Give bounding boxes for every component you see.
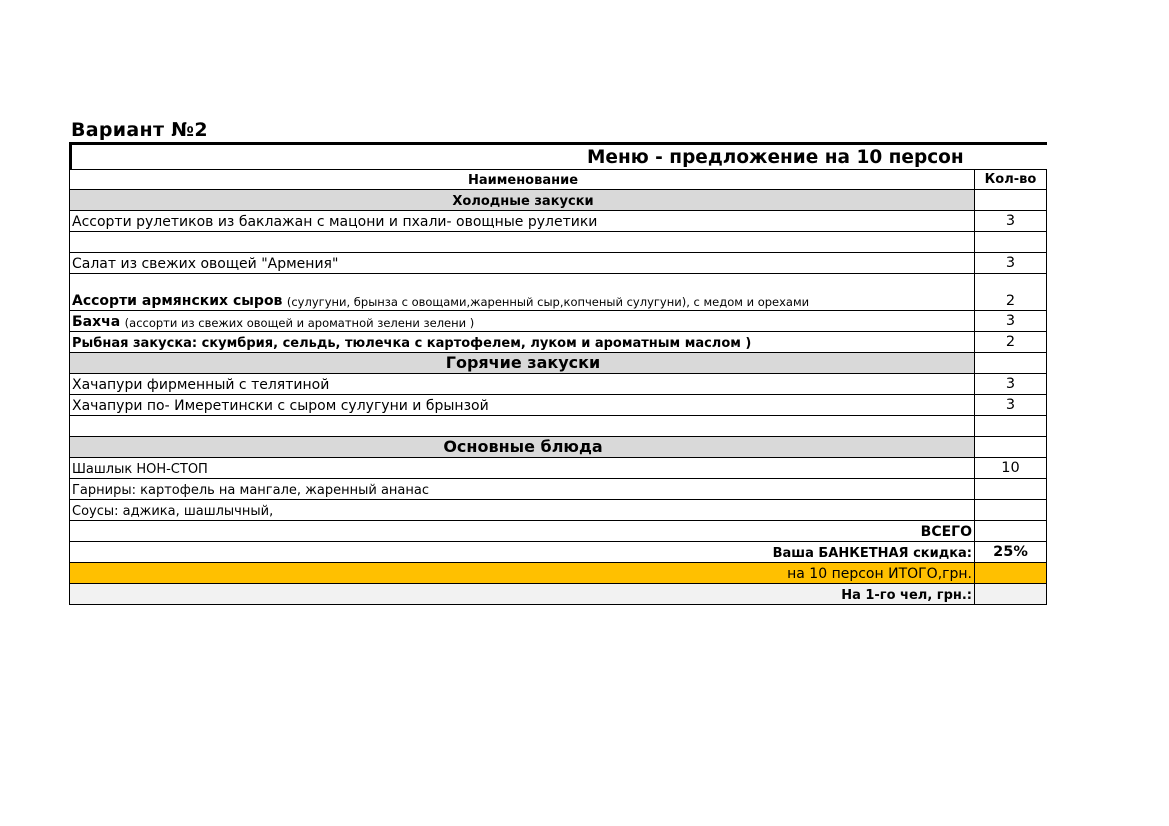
header-row — [69, 169, 1047, 190]
total-label: ВСЕГО — [70, 521, 975, 541]
item-qty: 2 — [975, 274, 1047, 310]
item-qty: 3 — [975, 374, 1047, 394]
item-name-bold: Ассорти армянских сыров — [72, 293, 283, 309]
empty-row — [69, 232, 1047, 253]
section-title-cold: Холодные закуски — [70, 190, 975, 210]
menu-table — [69, 142, 1047, 605]
discount-value: 25% — [975, 542, 1047, 562]
item-qty — [975, 416, 1047, 436]
item-qty: 3 — [975, 311, 1047, 331]
item-name — [70, 274, 975, 310]
item-name: Рыбная закуска: скумбрия, сельдь, тюлечка с картофелем, луком и ароматным маслом ) — [70, 332, 975, 352]
item-name: Гарниры: картофель на мангале, жаренный ананас — [70, 479, 975, 499]
table-row — [69, 479, 1047, 500]
item-qty: 10 — [975, 458, 1047, 478]
item-name: Хачапури фирменный с телятиной — [70, 374, 975, 394]
item-name: Хачапури по- Имеретински с сыром сулугуни и брынзой — [70, 395, 975, 415]
item-name: Салат из свежих овощей "Армения" — [70, 253, 975, 273]
grand-total-value — [975, 563, 1047, 583]
item-qty: 3 — [975, 395, 1047, 415]
section-title-hot: Горячие закуски — [70, 353, 975, 373]
item-name: Ассорти рулетиков из баклажан с мацони и пхали- овощные рулетики — [70, 211, 975, 231]
section-row-cold — [69, 190, 1047, 211]
table-row — [69, 395, 1047, 416]
item-name — [70, 232, 975, 252]
section-row-main — [69, 437, 1047, 458]
item-qty — [975, 232, 1047, 252]
total-row — [69, 521, 1047, 542]
table-row — [69, 332, 1047, 353]
qty-cell — [975, 190, 1047, 210]
variant-title: Вариант №2 — [71, 119, 208, 141]
item-qty: 2 — [975, 332, 1047, 352]
table-row — [69, 458, 1047, 479]
table-row — [69, 274, 1047, 311]
grand-total-label: на 10 персон ИТОГО,грн. — [70, 563, 975, 583]
table-row — [69, 374, 1047, 395]
column-header-name: Наименование — [70, 170, 975, 189]
menu-title-row — [69, 142, 1047, 169]
item-note: (сулугуни, брынза с овощами,жаренный сыр,копченый сулугуни), с медом и орехами — [286, 295, 810, 309]
item-qty: 3 — [975, 253, 1047, 273]
per-person-row — [69, 584, 1047, 605]
column-header-qty: Кол-во — [975, 170, 1047, 189]
empty-row — [69, 416, 1047, 437]
item-name — [70, 311, 975, 331]
table-row — [69, 311, 1047, 332]
item-qty — [975, 479, 1047, 499]
section-row-hot — [69, 353, 1047, 374]
item-name-bold: Бахча — [72, 314, 121, 330]
table-row — [69, 211, 1047, 232]
table-row — [69, 253, 1047, 274]
menu-title: Меню - предложение на 10 персон — [587, 147, 964, 168]
item-name: Соусы: аджика, шашлычный, — [70, 500, 975, 520]
qty-cell — [975, 353, 1047, 373]
item-name — [70, 416, 975, 436]
per-person-value — [975, 584, 1047, 604]
table-row — [69, 500, 1047, 521]
qty-cell — [975, 437, 1047, 457]
total-value — [975, 521, 1047, 541]
discount-row — [69, 542, 1047, 563]
item-name: Шашлык НОН-СТОП — [70, 458, 975, 478]
item-qty — [975, 500, 1047, 520]
section-title-main: Основные блюда — [70, 437, 975, 457]
item-note: (ассорти из свежих овощей и ароматной зелени зелени ) — [124, 316, 475, 330]
per-person-label: На 1-го чел, грн.: — [70, 584, 975, 604]
item-qty: 3 — [975, 211, 1047, 231]
grand-total-row — [69, 563, 1047, 584]
discount-label: Ваша БАНКЕТНАЯ скидка: — [70, 542, 975, 562]
